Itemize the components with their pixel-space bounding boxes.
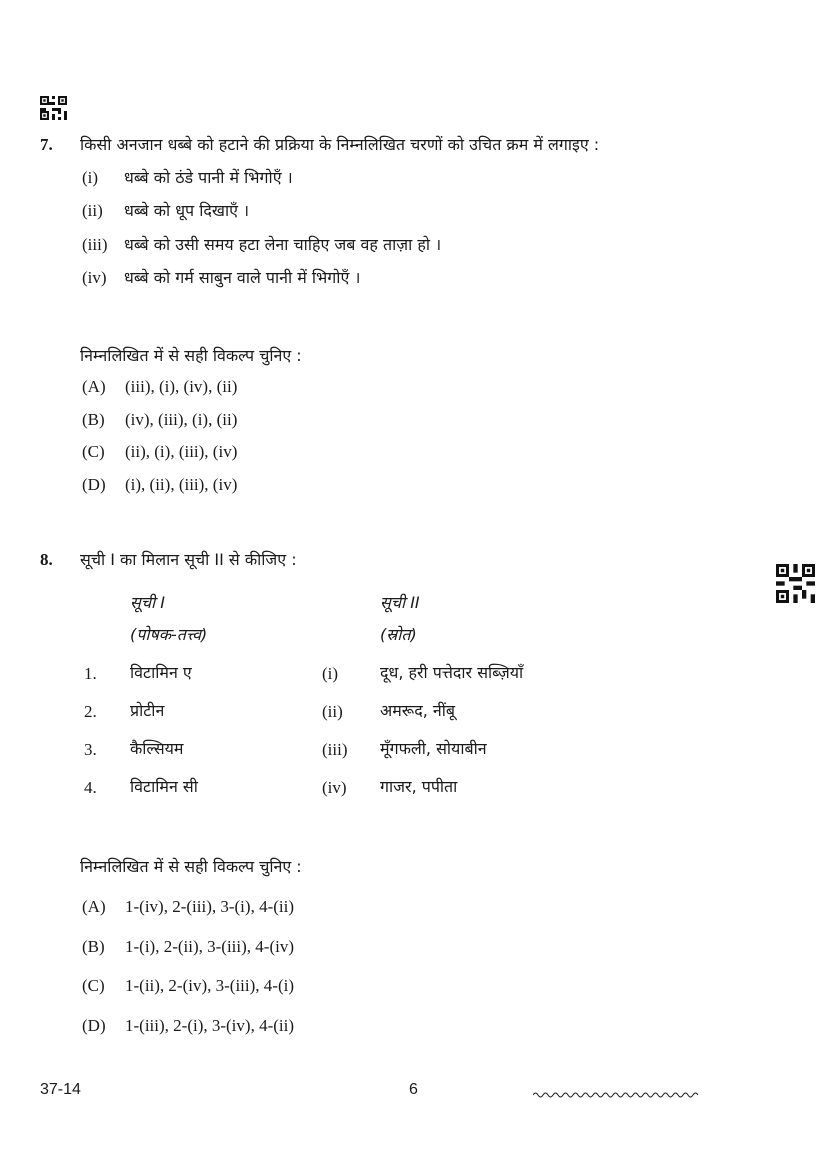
option-label: (A) xyxy=(82,377,106,396)
qr-code-icon xyxy=(40,96,67,120)
option-label: (A) xyxy=(82,897,106,916)
source-label: (iv) xyxy=(322,778,347,797)
step-label: (i) xyxy=(82,168,99,187)
nutrient-item: विटामिन सी xyxy=(130,777,198,796)
step-text: धब्बे को ठंडे पानी में भिगोएँ । xyxy=(124,168,293,187)
option-prompt: निम्नलिखित में से सही विकल्प चुनिए : xyxy=(80,857,302,876)
step-label: (iv) xyxy=(82,268,107,287)
paper-code: 37-14 xyxy=(40,1081,81,1098)
source-item: दूध, हरी पत्तेदार सब्ज़ियाँ xyxy=(380,663,524,682)
row-number: 4. xyxy=(84,778,97,797)
nutrient-item: प्रोटीन xyxy=(130,701,165,720)
step-label: (iii) xyxy=(82,235,108,254)
source-item: मूँगफली, सोयाबीन xyxy=(380,739,487,758)
question-number: 7. xyxy=(40,135,53,154)
option-text: (i), (ii), (iii), (iv) xyxy=(125,475,238,494)
list2-heading: सूची II xyxy=(380,593,420,612)
source-label: (i) xyxy=(322,664,339,683)
question-text: सूची I का मिलान सूची II से कीजिए : xyxy=(80,550,297,569)
step-label: (ii) xyxy=(82,201,103,220)
option-text: 1-(iii), 2-(i), 3-(iv), 4-(ii) xyxy=(125,1016,294,1035)
option-label: (D) xyxy=(82,475,106,494)
page-number: 6 xyxy=(409,1081,418,1098)
list1-heading: सूची I xyxy=(130,593,165,612)
option-label: (D) xyxy=(82,1016,106,1035)
option-label: (C) xyxy=(82,442,105,461)
list1-subheading: (पोषक-तत्त्व) xyxy=(130,625,208,644)
option-text: (iv), (iii), (i), (ii) xyxy=(125,410,238,429)
step-text: धब्बे को गर्म साबुन वाले पानी में भिगोएँ । xyxy=(124,268,361,287)
option-text: (iii), (i), (iv), (ii) xyxy=(125,377,238,396)
option-text: 1-(iv), 2-(iii), 3-(i), 4-(ii) xyxy=(125,897,294,916)
question-text: किसी अनजान धब्बे को हटाने की प्रक्रिया के निम्नलिखित चरणों को उचित क्रम में लगाइए : xyxy=(80,135,600,154)
list2-subheading: (स्रोत) xyxy=(380,625,417,644)
option-prompt: निम्नलिखित में से सही विकल्प चुनिए : xyxy=(80,346,302,365)
option-label: (B) xyxy=(82,410,105,429)
step-text: धब्बे को उसी समय हटा लेना चाहिए जब वह ताज़ा हो । xyxy=(124,235,442,254)
source-item: गाजर, पपीता xyxy=(380,777,458,796)
step-text: धब्बे को धूप दिखाएँ । xyxy=(124,201,250,220)
qr-code-icon xyxy=(776,564,815,603)
source-item: अमरूद, नींबू xyxy=(380,701,456,720)
nutrient-item: विटामिन ए xyxy=(130,663,192,682)
nutrient-item: कैल्सियम xyxy=(130,739,184,758)
option-text: 1-(ii), 2-(iv), 3-(iii), 4-(i) xyxy=(125,976,294,995)
option-label: (C) xyxy=(82,976,105,995)
source-label: (ii) xyxy=(322,702,343,721)
row-number: 1. xyxy=(84,664,97,683)
source-label: (iii) xyxy=(322,740,348,759)
option-text: (ii), (i), (iii), (iv) xyxy=(125,442,238,461)
wave-decoration xyxy=(533,1085,701,1104)
row-number: 2. xyxy=(84,702,97,721)
question-number: 8. xyxy=(40,550,53,569)
row-number: 3. xyxy=(84,740,97,759)
option-text: 1-(i), 2-(ii), 3-(iii), 4-(iv) xyxy=(125,937,294,956)
option-label: (B) xyxy=(82,937,105,956)
